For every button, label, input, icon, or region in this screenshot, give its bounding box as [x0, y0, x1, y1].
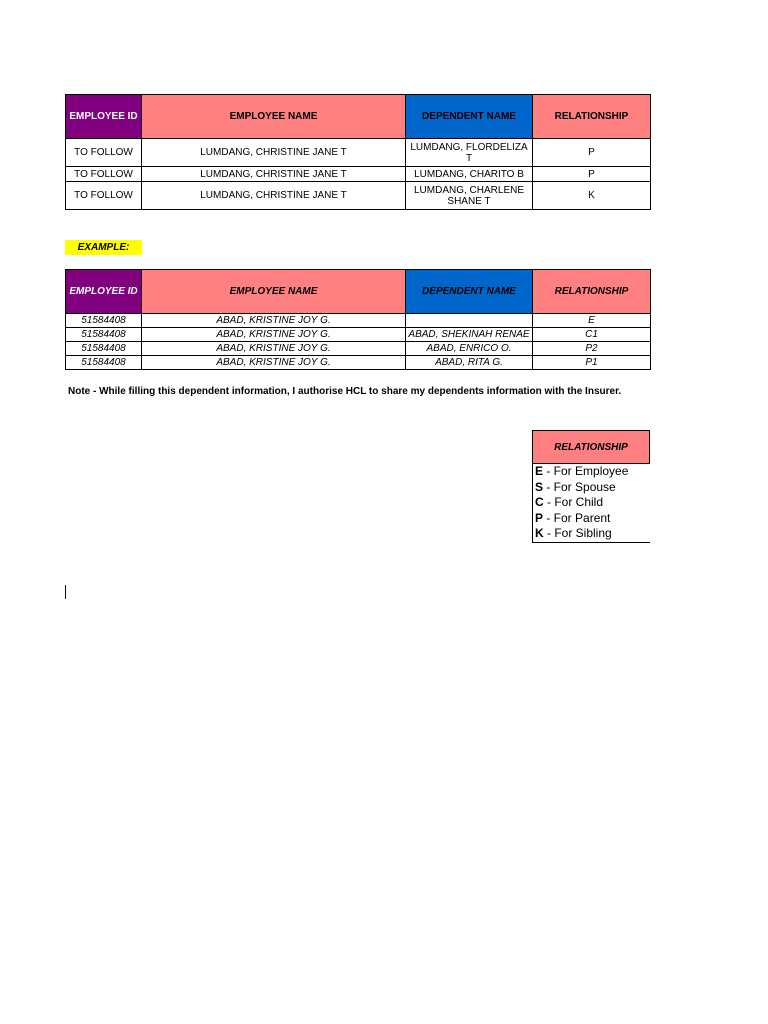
cell-dependent-name[interactable]: ABAD, ENRICO O.	[406, 342, 533, 356]
dependents-table	[65, 94, 651, 210]
legend-code: K	[535, 526, 544, 540]
example-table	[65, 269, 651, 370]
legend-item	[535, 480, 650, 496]
legend-code: E	[535, 464, 544, 478]
header-dependent-name[interactable]: DEPENDENT NAME	[406, 270, 533, 314]
header-relationship[interactable]: RELATIONSHIP	[533, 270, 651, 314]
cell-relationship[interactable]: P1	[533, 356, 651, 370]
table-row	[66, 342, 651, 356]
table-header-row	[66, 95, 651, 139]
cell-employee-name[interactable]: ABAD, KRISTINE JOY G.	[142, 356, 406, 370]
cell-employee-name[interactable]: LUMDANG, CHRISTINE JANE T	[142, 182, 406, 210]
table-row	[66, 356, 651, 370]
legend-code: C	[535, 495, 544, 509]
table-row	[66, 328, 651, 342]
legend-item	[535, 464, 650, 480]
table-row	[66, 167, 651, 182]
cell-relationship[interactable]: P	[533, 139, 651, 167]
legend-item	[535, 511, 650, 527]
table-row	[66, 182, 651, 210]
cell-employee-name[interactable]: ABAD, KRISTINE JOY G.	[142, 328, 406, 342]
header-employee-name[interactable]: EMPLOYEE NAME	[142, 270, 406, 314]
cell-relationship[interactable]: C1	[533, 328, 651, 342]
cell-dependent-name[interactable]: ABAD, SHEKINAH RENAE	[406, 328, 533, 342]
legend-text: - For Child	[543, 495, 604, 509]
header-dependent-name[interactable]: DEPENDENT NAME	[406, 95, 533, 139]
relationship-legend	[532, 430, 650, 543]
header-relationship[interactable]: RELATIONSHIP	[533, 95, 651, 139]
cell-dependent-name[interactable]: LUMDANG, FLORDELIZA T	[406, 139, 533, 167]
legend-text: - For Parent	[543, 510, 611, 525]
table-header-row	[66, 270, 651, 314]
cell-employee-id[interactable]: 51584408	[66, 328, 142, 342]
cell-dependent-name[interactable]	[406, 314, 533, 328]
cell-employee-id[interactable]: 51584408	[66, 314, 142, 328]
table-row	[66, 139, 651, 167]
header-employee-id[interactable]: EMPLOYEE ID	[66, 95, 142, 139]
header-employee-name[interactable]: EMPLOYEE NAME	[142, 95, 406, 139]
cell-relationship[interactable]: E	[533, 314, 651, 328]
cell-relationship[interactable]: K	[533, 182, 651, 210]
consent-note: Note - While filling this dependent information, I authorise HCL to share my dependents information with the Insurer.	[68, 386, 622, 397]
cell-employee-id[interactable]: TO FOLLOW	[66, 139, 142, 167]
example-label: EXAMPLE:	[65, 240, 142, 255]
cell-dependent-name[interactable]: LUMDANG, CHARITO B	[406, 167, 533, 182]
legend-item	[535, 526, 650, 542]
legend-text: - For Sibling	[543, 526, 612, 540]
text-cursor	[65, 585, 66, 599]
legend-body	[532, 464, 650, 543]
cell-employee-id[interactable]: 51584408	[66, 342, 142, 356]
cell-employee-name[interactable]: LUMDANG, CHRISTINE JANE T	[142, 167, 406, 182]
cell-dependent-name[interactable]: LUMDANG, CHARLENE SHANE T	[406, 182, 533, 210]
cell-relationship[interactable]: P	[533, 167, 651, 182]
cell-employee-id[interactable]: TO FOLLOW	[66, 182, 142, 210]
cell-dependent-name[interactable]: ABAD, RITA G.	[406, 356, 533, 370]
cell-employee-id[interactable]: 51584408	[66, 356, 142, 370]
cell-employee-id[interactable]: TO FOLLOW	[66, 167, 142, 182]
cell-relationship[interactable]: P2	[533, 342, 651, 356]
header-employee-id[interactable]: EMPLOYEE ID	[66, 270, 142, 314]
legend-text: - For Employee	[543, 464, 629, 478]
cell-employee-name[interactable]: LUMDANG, CHRISTINE JANE T	[142, 139, 406, 167]
legend-item	[535, 495, 650, 511]
legend-text: - For Spouse	[543, 479, 616, 494]
cell-employee-name[interactable]: ABAD, KRISTINE JOY G.	[142, 342, 406, 356]
legend-code: S	[535, 479, 544, 494]
legend-code: P	[535, 510, 544, 525]
table-row	[66, 314, 651, 328]
cell-employee-name[interactable]: ABAD, KRISTINE JOY G.	[142, 314, 406, 328]
legend-header[interactable]: RELATIONSHIP	[532, 430, 650, 464]
